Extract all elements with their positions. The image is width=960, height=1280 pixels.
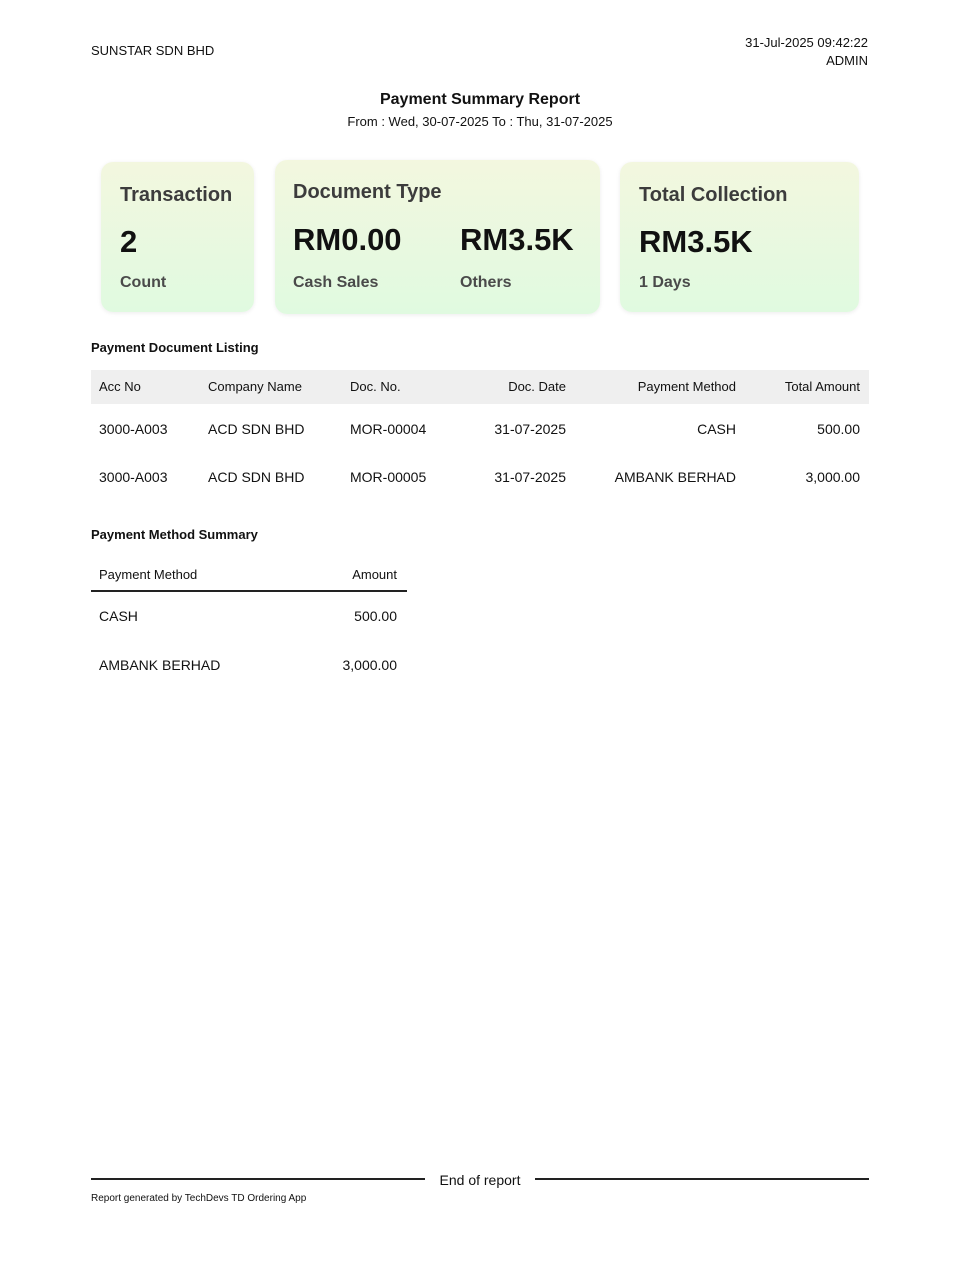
report-date-range: From : Wed, 30-07-2025 To : Thu, 31-07-2025 bbox=[347, 114, 613, 129]
cash-sales-label: Cash Sales bbox=[293, 274, 379, 291]
listing-col-acc-no: Acc No bbox=[99, 379, 141, 394]
listing-col-company-name: Company Name bbox=[208, 379, 302, 394]
listing-col-total-amount: Total Amount bbox=[784, 379, 860, 394]
listing-row-doc-no: MOR-00004 bbox=[350, 421, 427, 437]
method-summary-section-title: Payment Method Summary bbox=[91, 527, 258, 542]
total-collection-value: RM3.5K bbox=[639, 224, 753, 259]
others-label: Others bbox=[460, 274, 512, 291]
listing-row-acc-no: 3000-A003 bbox=[99, 469, 168, 485]
report-datetime: 31-Jul-2025 09:42:22 bbox=[745, 35, 868, 50]
transaction-card bbox=[101, 162, 254, 312]
summary-header-divider bbox=[91, 590, 407, 592]
total-collection-card-title: Total Collection bbox=[639, 184, 788, 206]
company-name: SUNSTAR SDN BHD bbox=[91, 43, 215, 58]
transaction-count-label: Count bbox=[120, 274, 167, 291]
summary-row-method: CASH bbox=[99, 608, 138, 624]
listing-row-total-amount: 500.00 bbox=[817, 421, 860, 437]
summary-col-amount: Amount bbox=[352, 567, 397, 582]
summary-row-amount: 500.00 bbox=[354, 608, 397, 624]
report-meta bbox=[745, 34, 868, 70]
cash-sales-value: RM0.00 bbox=[293, 222, 402, 257]
listing-row-doc-date: 31-07-2025 bbox=[494, 469, 566, 485]
report-title: Payment Summary Report bbox=[379, 91, 581, 108]
listing-row-acc-no: 3000-A003 bbox=[99, 421, 168, 437]
others-value: RM3.5K bbox=[460, 222, 574, 257]
summary-row-method: AMBANK BERHAD bbox=[99, 657, 221, 673]
listing-col-doc-date: Doc. Date bbox=[508, 379, 566, 394]
listing-row-company-name: ACD SDN BHD bbox=[208, 421, 305, 437]
transaction-card-title: Transaction bbox=[120, 184, 233, 206]
listing-row-doc-date: 31-07-2025 bbox=[494, 421, 566, 437]
summary-row-amount: 3,000.00 bbox=[342, 657, 397, 673]
end-of-report: End of report bbox=[439, 1172, 521, 1188]
listing-row-payment-method: AMBANK BERHAD bbox=[614, 469, 736, 485]
document-type-card bbox=[275, 160, 600, 314]
transaction-count-value: 2 bbox=[120, 224, 138, 259]
listing-row-company-name: ACD SDN BHD bbox=[208, 469, 305, 485]
listing-section-title: Payment Document Listing bbox=[91, 340, 259, 355]
listing-row-payment-method: CASH bbox=[697, 421, 736, 437]
listing-col-payment-method: Payment Method bbox=[637, 379, 736, 394]
document-type-card-title: Document Type bbox=[293, 181, 442, 203]
listing-row-total-amount: 3,000.00 bbox=[805, 469, 860, 485]
summary-col-payment-method: Payment Method bbox=[99, 567, 198, 582]
end-divider-right bbox=[535, 1178, 869, 1180]
listing-row-doc-no: MOR-00005 bbox=[350, 469, 427, 485]
report-user: ADMIN bbox=[826, 53, 868, 68]
total-collection-days-label: 1 Days bbox=[639, 274, 691, 291]
generated-by-note: Report generated by TechDevs TD Ordering App bbox=[91, 1193, 307, 1204]
listing-col-doc-no: Doc. No. bbox=[350, 379, 401, 394]
total-collection-card bbox=[620, 162, 859, 312]
